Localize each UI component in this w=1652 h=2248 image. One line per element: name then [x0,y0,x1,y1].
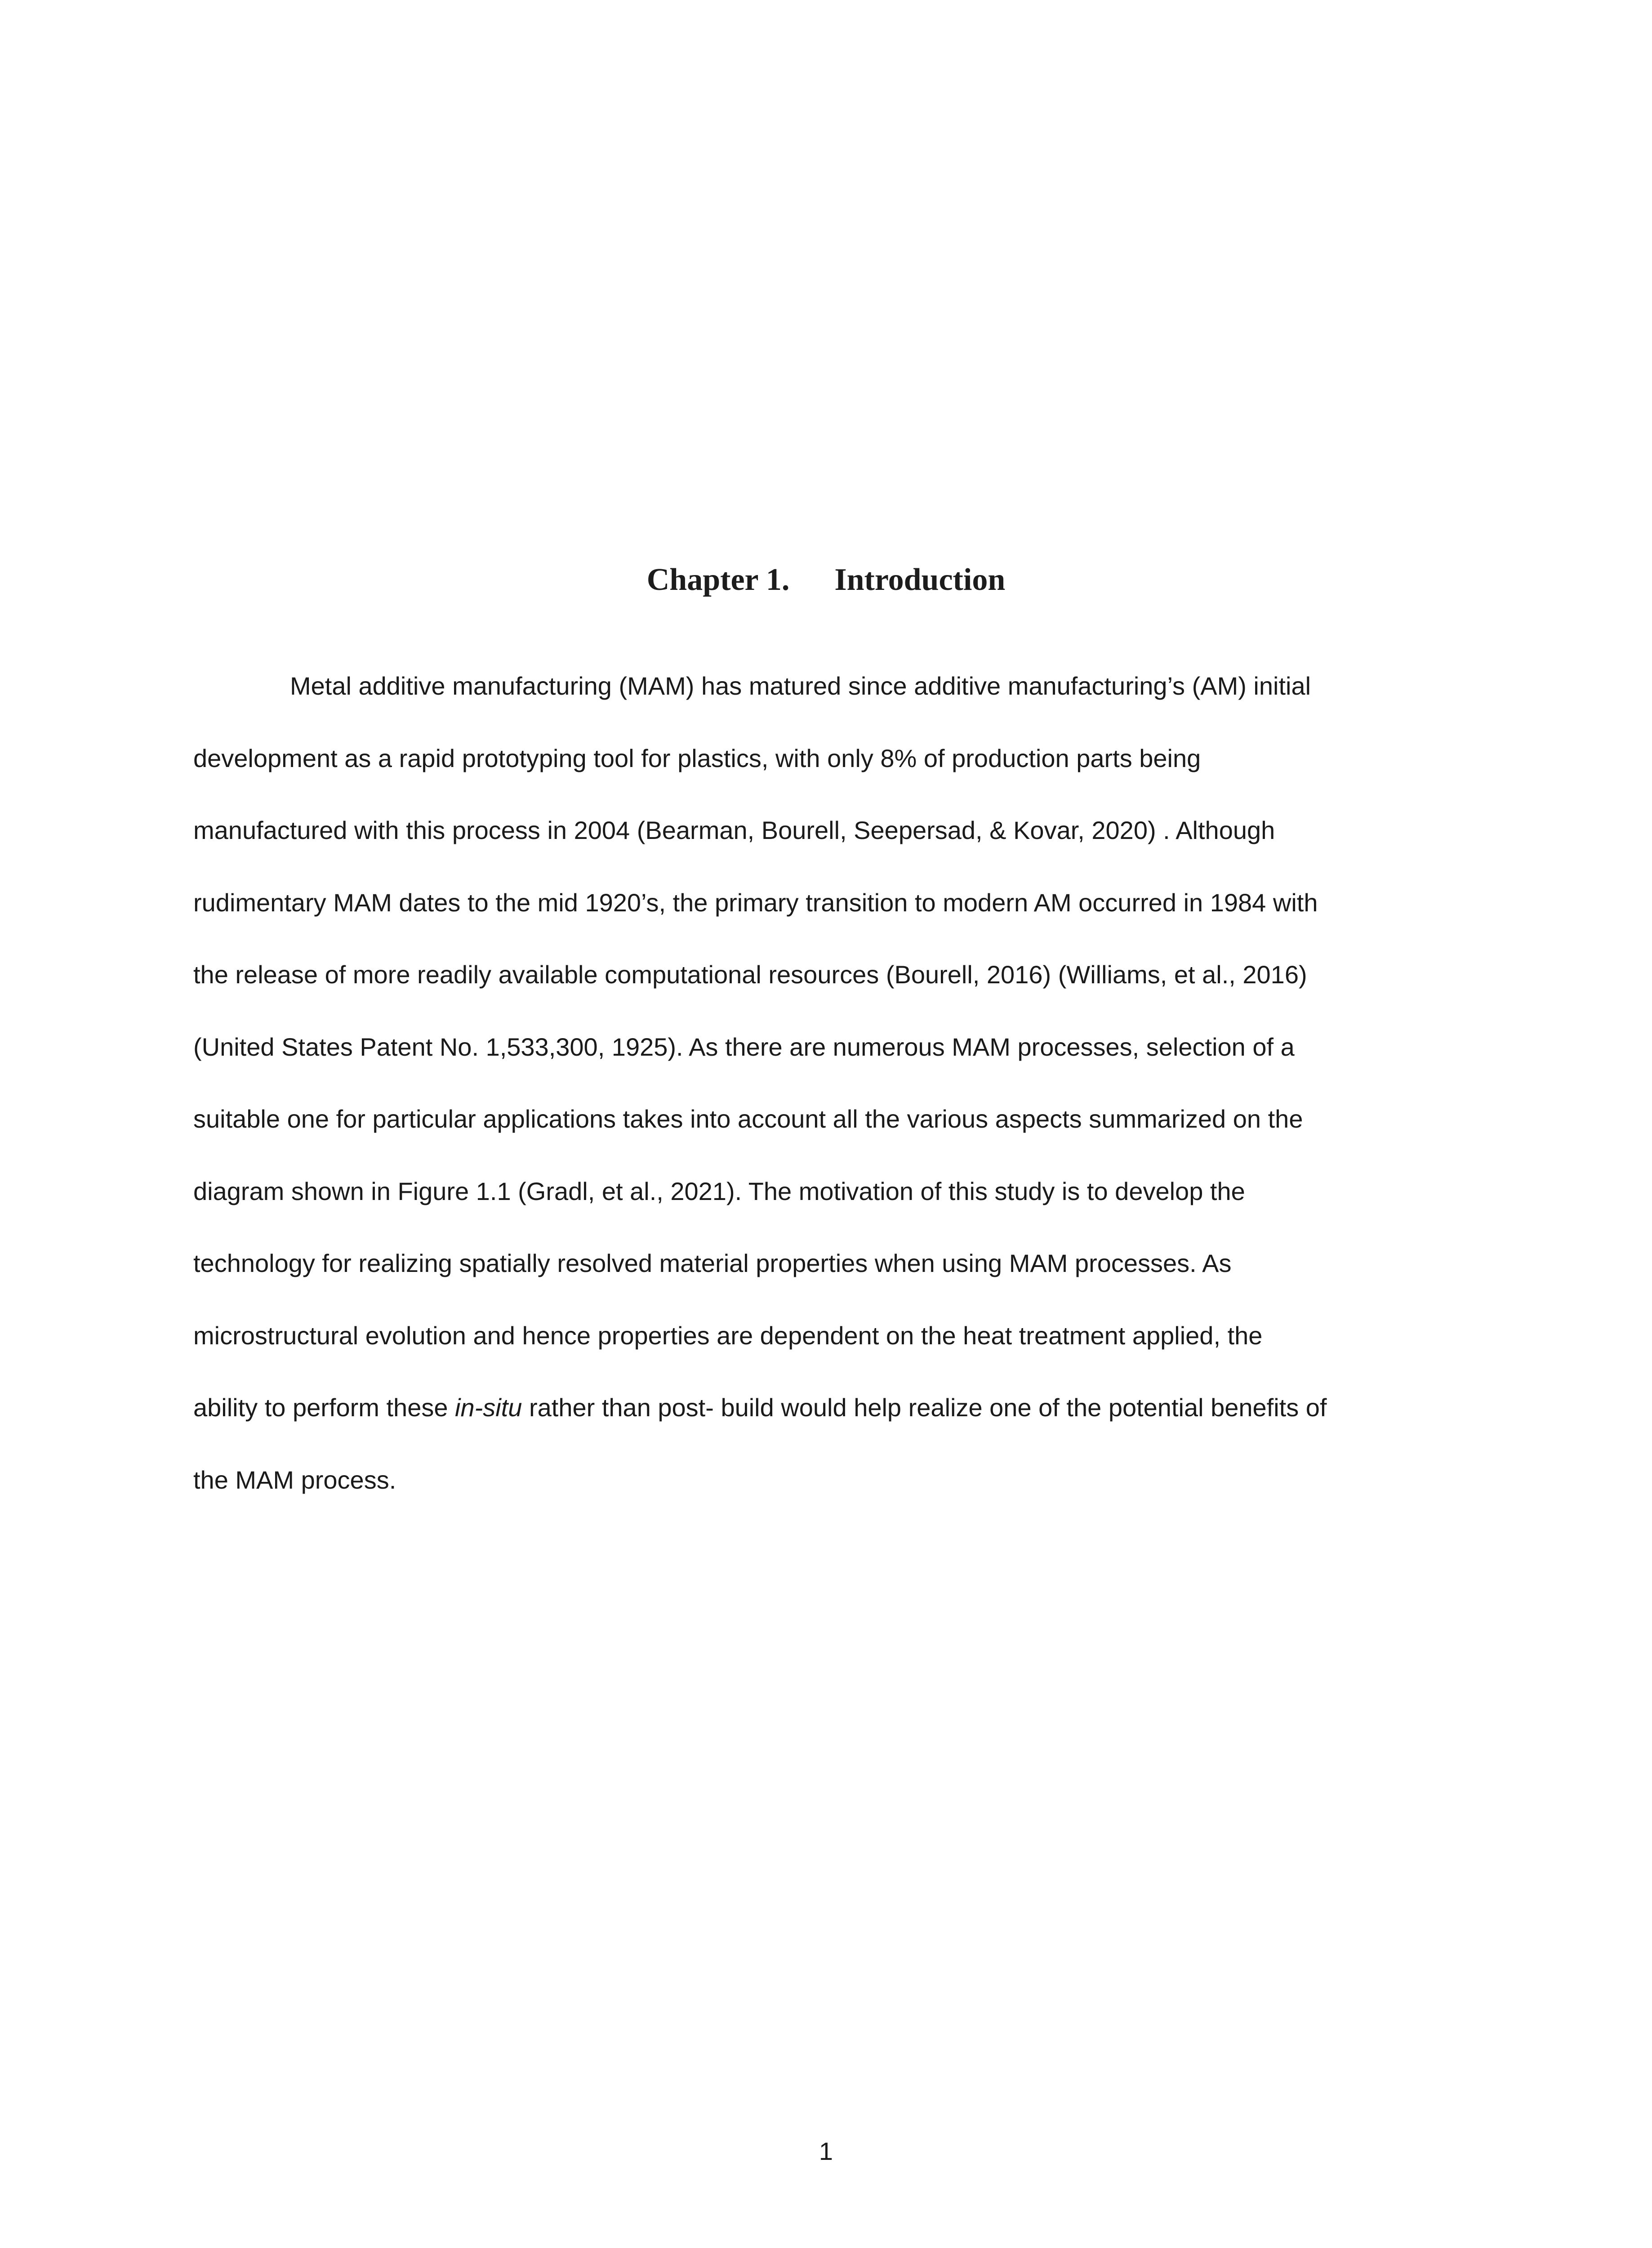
paragraph-line: development as a rapid prototyping tool for plastics, with only 8% of production parts being [193,744,1201,772]
chapter-title: Introduction [834,562,1006,597]
page-number: 1 [819,2137,833,2165]
paragraph-last-line: the MAM process. [193,1465,396,1494]
italic-term: in-situ [455,1393,522,1422]
chapter-number: Chapter 1. [646,562,790,597]
paragraph-line: diagram shown in Figure 1.1 (Gradl, et al., 2021). The motivation of this study is to develop the [193,1177,1245,1205]
introduction-paragraph [193,667,1447,1533]
chapter-heading [0,560,1652,600]
paragraph-line: the release of more readily available computational resources (Bourell, 2016) (Williams, et al., 2016) [193,960,1307,989]
paragraph-line-with-italic [193,1388,1447,1461]
paragraph-line: (United States Patent No. 1,533,300, 1925). As there are numerous MAM processes, selection of a [193,1032,1295,1061]
paragraph-line: rudimentary MAM dates to the mid 1920’s, the primary transition to modern AM occurred in 1984 with [193,888,1318,917]
paragraph-line: Metal additive manufacturing (MAM) has matured since additive manufacturing’s (AM) initial [290,672,1311,700]
paragraph-line: suitable one for particular applications takes into account all the various aspects summarized on the [193,1105,1303,1133]
line-text-after-italic: rather than post- build would help realize one of the potential benefits of [522,1393,1327,1422]
line-text-before-italic: ability to perform these [193,1393,455,1422]
paragraph-line: microstructural evolution and hence properties are dependent on the heat treatment applied, the [193,1321,1263,1350]
paragraph-line: manufactured with this process in 2004 (Bearman, Bourell, Seepersad, & Kovar, 2020) . Although [193,816,1275,844]
paragraph-line: technology for realizing spatially resolved material properties when using MAM processes. As [193,1249,1232,1277]
